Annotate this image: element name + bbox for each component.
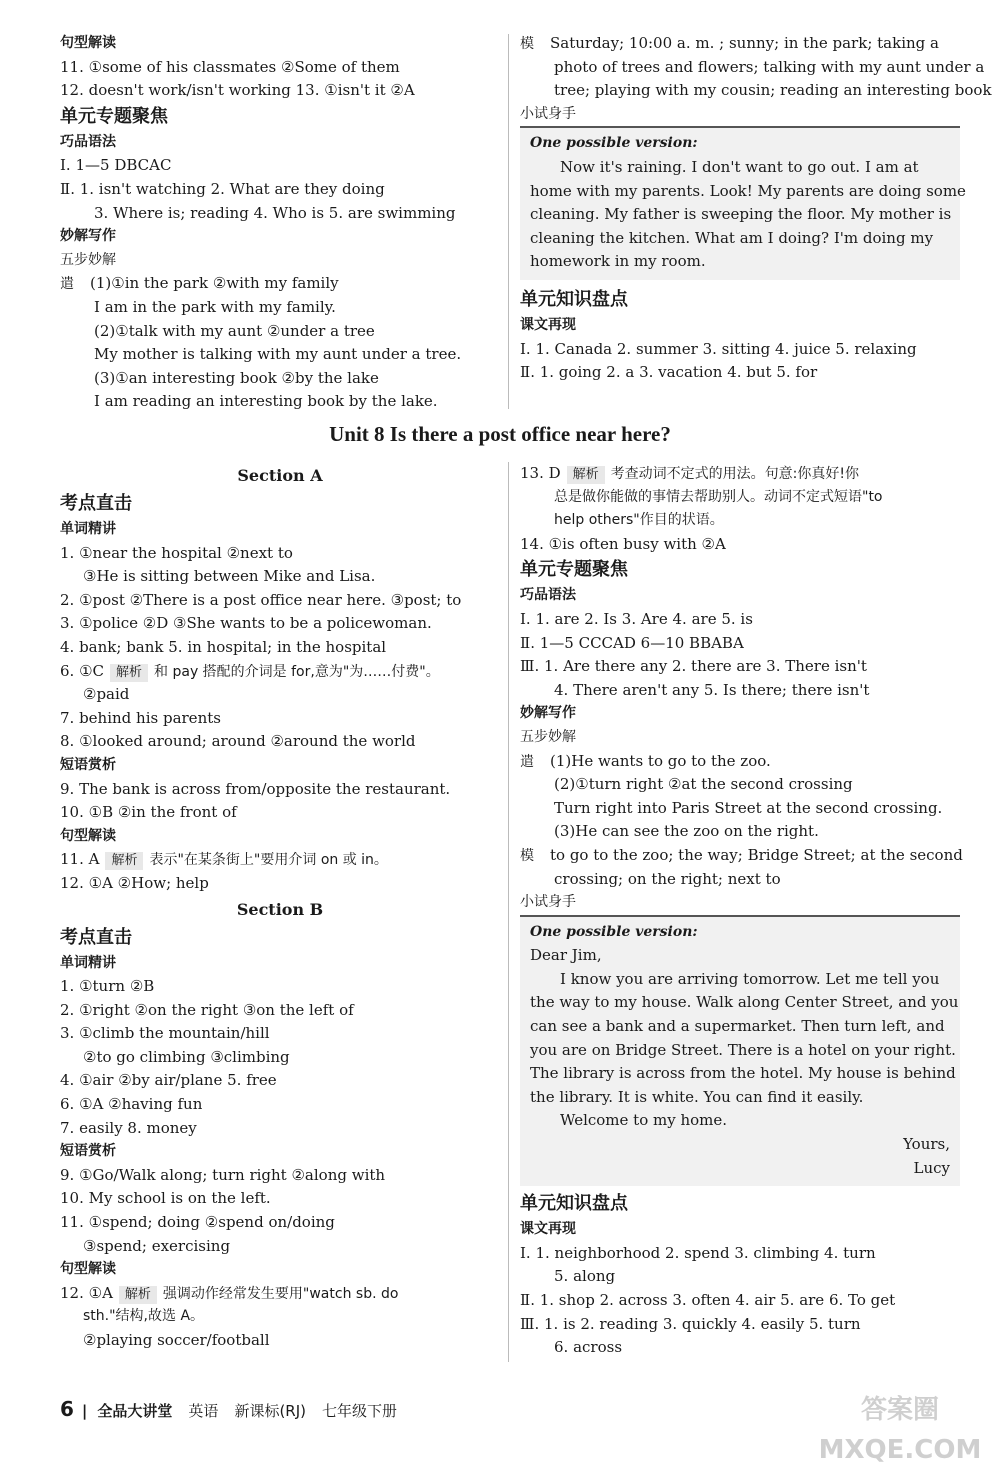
answer-line: 2. ①right ②on the right ③on the left of — [60, 1000, 354, 1019]
analysis-text: 强调动作经常发生要用"watch sb. do — [162, 1285, 399, 1302]
page-footer — [60, 1397, 413, 1421]
answer-line-with-analysis — [60, 848, 500, 872]
heading-grammar: 巧品语法 — [60, 133, 116, 150]
heading-five-steps: 五步妙解 — [60, 251, 116, 268]
box-title: One possible version: — [530, 135, 698, 152]
answer-line: crossing; on the right; next to — [554, 869, 781, 888]
answer-line: 3. Where is; reading 4. Who is 5. are swimming — [94, 203, 456, 222]
answer-line: 5. along — [554, 1267, 616, 1286]
answer-text: 13. D — [520, 464, 561, 482]
heading-text-review: 课文再现 — [520, 316, 576, 333]
letter-line: I know you are arriving tomorrow. Let me tell you — [560, 969, 940, 988]
bottom-left-column — [60, 462, 500, 1353]
answer-line: Ⅰ. 1. Canada 2. summer 3. sitting 4. juice 5. relaxing — [520, 339, 917, 358]
essay-line: cleaning. My father is sweeping the floor. My mother is — [530, 205, 952, 224]
letter-signature: Lucy — [913, 1158, 950, 1177]
answer-line: Ⅰ. 1—5 DBCAC — [60, 156, 172, 175]
book-curriculum: 新课标(RJ) — [234, 1402, 306, 1420]
analysis-tag: 解析 — [105, 852, 143, 870]
heading-sentence-analysis: 句型解读 — [60, 1261, 116, 1278]
answer-line: (3)①an interesting book ②by the lake — [94, 368, 379, 387]
analysis-text: 考查动词不定式的用法。句意:你真好!你 — [610, 466, 859, 482]
top-left-column — [60, 32, 500, 414]
book-brand: 全品大讲堂 — [97, 1402, 173, 1420]
answer-line: 9. ①Go/Walk along; turn right ②along with — [60, 1165, 386, 1184]
footer-separator: | — [81, 1402, 88, 1420]
heading-key-points: 考点直击 — [60, 493, 132, 514]
heading-vocabulary: 单词精讲 — [60, 954, 116, 971]
heading-key-points: 考点直击 — [60, 926, 132, 948]
answer-line: 8. ①looked around; around ②around the world — [60, 732, 416, 751]
letter-line: Welcome to my home. — [560, 1111, 728, 1130]
step-mark: 遣 — [520, 753, 534, 770]
heading-phrases: 短语赏析 — [60, 756, 116, 773]
answer-line: ③spend; exercising — [83, 1236, 231, 1255]
heading-practice: 小试身手 — [520, 894, 576, 911]
sample-essay-box — [520, 126, 966, 280]
letter-line: you are on Bridge Street. There is a hotel on your right. — [530, 1040, 956, 1059]
answer-line: (3)He can see the zoo on the right. — [554, 822, 819, 841]
heading-knowledge: 单元知识盘点 — [520, 1193, 628, 1215]
answer-line: 4. ①air ②by air/plane 5. free — [60, 1071, 277, 1090]
answer-line: 11. ①spend; doing ②spend on/doing — [60, 1213, 335, 1232]
answer-line: 6. across — [554, 1338, 623, 1357]
answer-line: Ⅰ. 1. are 2. Is 3. Are 4. are 5. is — [520, 609, 753, 628]
column-divider-bottom — [508, 462, 509, 1362]
box-title: One possible version: — [530, 923, 698, 940]
letter-line: The library is across from the hotel. My house is behind — [530, 1064, 956, 1083]
answer-line: photo of trees and flowers; talking with my aunt under a — [554, 57, 985, 76]
answer-line: I am reading an interesting book by the lake. — [94, 392, 438, 411]
analysis-tag: 解析 — [110, 664, 148, 682]
answer-line: Saturday; 10:00 a. m. ; sunny; in the park; taking a — [550, 34, 939, 52]
answer-line: 12. ①A ②How; help — [60, 873, 209, 892]
answer-line: 3. ①climb the mountain/hill — [60, 1024, 270, 1043]
letter-greeting: Dear Jim, — [530, 946, 602, 965]
answer-line: (2)①turn right ②at the second crossing — [554, 775, 853, 794]
answer-line: Ⅰ. 1. neighborhood 2. spend 3. climbing 4. turn — [520, 1243, 876, 1262]
heading-writing: 妙解写作 — [520, 705, 576, 722]
answer-line: 2. ①post ②There is a post office near here. ③post; to — [60, 590, 462, 609]
answer-line: I am in the park with my family. — [94, 297, 336, 316]
bottom-right-column — [520, 462, 963, 1360]
answer-line: (1)①in the park ②with my family — [90, 274, 339, 293]
answer-line: Ⅱ. 1. shop 2. across 3. often 4. air 5. are 6. To get — [520, 1291, 896, 1309]
page-number: 6 — [60, 1397, 74, 1421]
book-grade: 七年级下册 — [322, 1402, 398, 1420]
answer-line: Turn right into Paris Street at the second crossing. — [554, 798, 943, 817]
heading-sentence-analysis: 句型解读 — [60, 35, 116, 51]
watermark-logo: 答案圈 MXQE.COM — [818, 1395, 982, 1465]
answer-line: 6. ①A ②having fun — [60, 1095, 203, 1114]
letter-line: the library. It is white. You can find it easily. — [530, 1087, 864, 1106]
answer-line: 9. The bank is across from/opposite the restaurant. — [60, 779, 451, 798]
heading-vocabulary: 单词精讲 — [60, 521, 116, 537]
answer-text: 12. ①A — [60, 1283, 113, 1302]
model-mark: 模 — [520, 36, 534, 52]
answer-line: 10. My school is on the left. — [60, 1189, 271, 1208]
step-mark: 遣 — [60, 276, 74, 293]
answer-line: 总是做你能做的事情去帮助别人。动词不定式短语"to — [554, 488, 883, 505]
answer-line: 10. ①B ②in the front of — [60, 803, 237, 822]
answer-text: 6. ①C — [60, 661, 105, 680]
answer-line-with-analysis — [520, 462, 960, 486]
essay-line: home with my parents. Look! My parents are doing some — [530, 181, 966, 200]
model-mark: 模 — [520, 847, 534, 864]
answer-line: 4. There aren't any 5. Is there; there isn't — [554, 680, 870, 699]
answer-line-with-analysis — [60, 1282, 500, 1306]
answer-line: ③He is sitting between Mike and Lisa. — [83, 567, 376, 586]
answer-line: (2)①talk with my aunt ②under a tree — [94, 321, 375, 340]
sample-letter-box — [520, 915, 960, 1187]
heading-writing: 妙解写作 — [60, 228, 116, 245]
answer-line: ②paid — [83, 685, 130, 704]
answer-line: 7. behind his parents — [60, 708, 221, 727]
analysis-text: 表示"在某条街上"要用介词 on 或 in。 — [149, 852, 388, 869]
section-b-title: Section B — [236, 899, 324, 919]
answer-line: Ⅱ. 1. isn't watching 2. What are they doing — [60, 179, 385, 198]
answer-line: 11. ①some of his classmates ②Some of them — [60, 57, 400, 76]
answer-line: to go to the zoo; the way; Bridge Street; at the second — [550, 845, 963, 864]
answer-line: Ⅲ. 1. is 2. reading 3. quickly 4. easily 5. turn — [520, 1314, 861, 1333]
answer-line: Ⅱ. 1—5 CCCAD 6—10 BBABA — [520, 633, 744, 652]
answer-line-with-analysis — [60, 660, 500, 684]
analysis-tag: 解析 — [119, 1286, 157, 1304]
answer-line: 7. easily 8. money — [60, 1118, 197, 1137]
essay-line: cleaning the kitchen. What am I doing? I'm doing my — [530, 228, 934, 247]
answer-line: Ⅱ. 1. going 2. a 3. vacation 4. but 5. for — [520, 363, 818, 382]
answer-line: ②to go climbing ③climbing — [83, 1047, 290, 1066]
heading-unit-focus: 单元专题聚焦 — [520, 559, 628, 581]
answer-line: ②playing soccer/football — [83, 1331, 270, 1349]
heading-phrases: 短语赏析 — [60, 1143, 116, 1160]
heading-practice: 小试身手 — [520, 105, 576, 122]
book-subject: 英语 — [188, 1402, 219, 1420]
answer-line: (1)He wants to go to the zoo. — [550, 751, 771, 770]
heading-knowledge: 单元知识盘点 — [520, 288, 628, 310]
answer-text: 11. A — [60, 850, 100, 869]
top-right-column — [520, 32, 992, 385]
unit-title: Unit 8 Is there a post office near here? — [329, 422, 671, 446]
heading-sentence-analysis: 句型解读 — [60, 827, 116, 844]
column-divider-top — [508, 34, 509, 409]
heading-five-steps: 五步妙解 — [520, 728, 576, 745]
answer-line: Ⅲ. 1. Are there any 2. there are 3. There isn't — [520, 657, 867, 676]
answer-line: 3. ①police ②D ③She wants to be a policewoman. — [60, 614, 432, 633]
answer-line: 12. doesn't work/isn't working 13. ①isn't it ②A — [60, 81, 415, 100]
letter-closing: Yours, — [903, 1135, 950, 1154]
answer-line: 4. bank; bank 5. in hospital; in the hospital — [60, 637, 387, 656]
answer-line: tree; playing with my cousin; reading an interesting book — [554, 81, 992, 100]
section-a-title: Section A — [237, 466, 323, 485]
answer-line: 1. ①near the hospital ②next to — [60, 543, 293, 562]
answer-line: 14. ①is often busy with ②A — [520, 534, 726, 553]
letter-line: the way to my house. Walk along Center Street, and you — [530, 993, 959, 1012]
letter-line: can see a bank and a supermarket. Then turn left, and — [530, 1017, 945, 1036]
heading-grammar: 巧品语法 — [520, 587, 576, 604]
essay-line: Now it's raining. I don't want to go out. I am at — [560, 157, 919, 176]
analysis-text: 和 pay 搭配的介词是 for,意为"为……付费"。 — [154, 663, 440, 680]
answer-line: My mother is talking with my aunt under a tree. — [94, 345, 462, 364]
analysis-tag: 解析 — [567, 466, 605, 484]
answer-line: sth."结构,故选 A。 — [83, 1308, 205, 1325]
heading-unit-focus: 单元专题聚焦 — [60, 105, 168, 127]
answer-line: help others"作目的状语。 — [554, 512, 724, 529]
essay-line: homework in my room. — [530, 252, 706, 271]
answer-line: 1. ①turn ②B — [60, 977, 155, 996]
heading-text-review: 课文再现 — [520, 1221, 576, 1238]
